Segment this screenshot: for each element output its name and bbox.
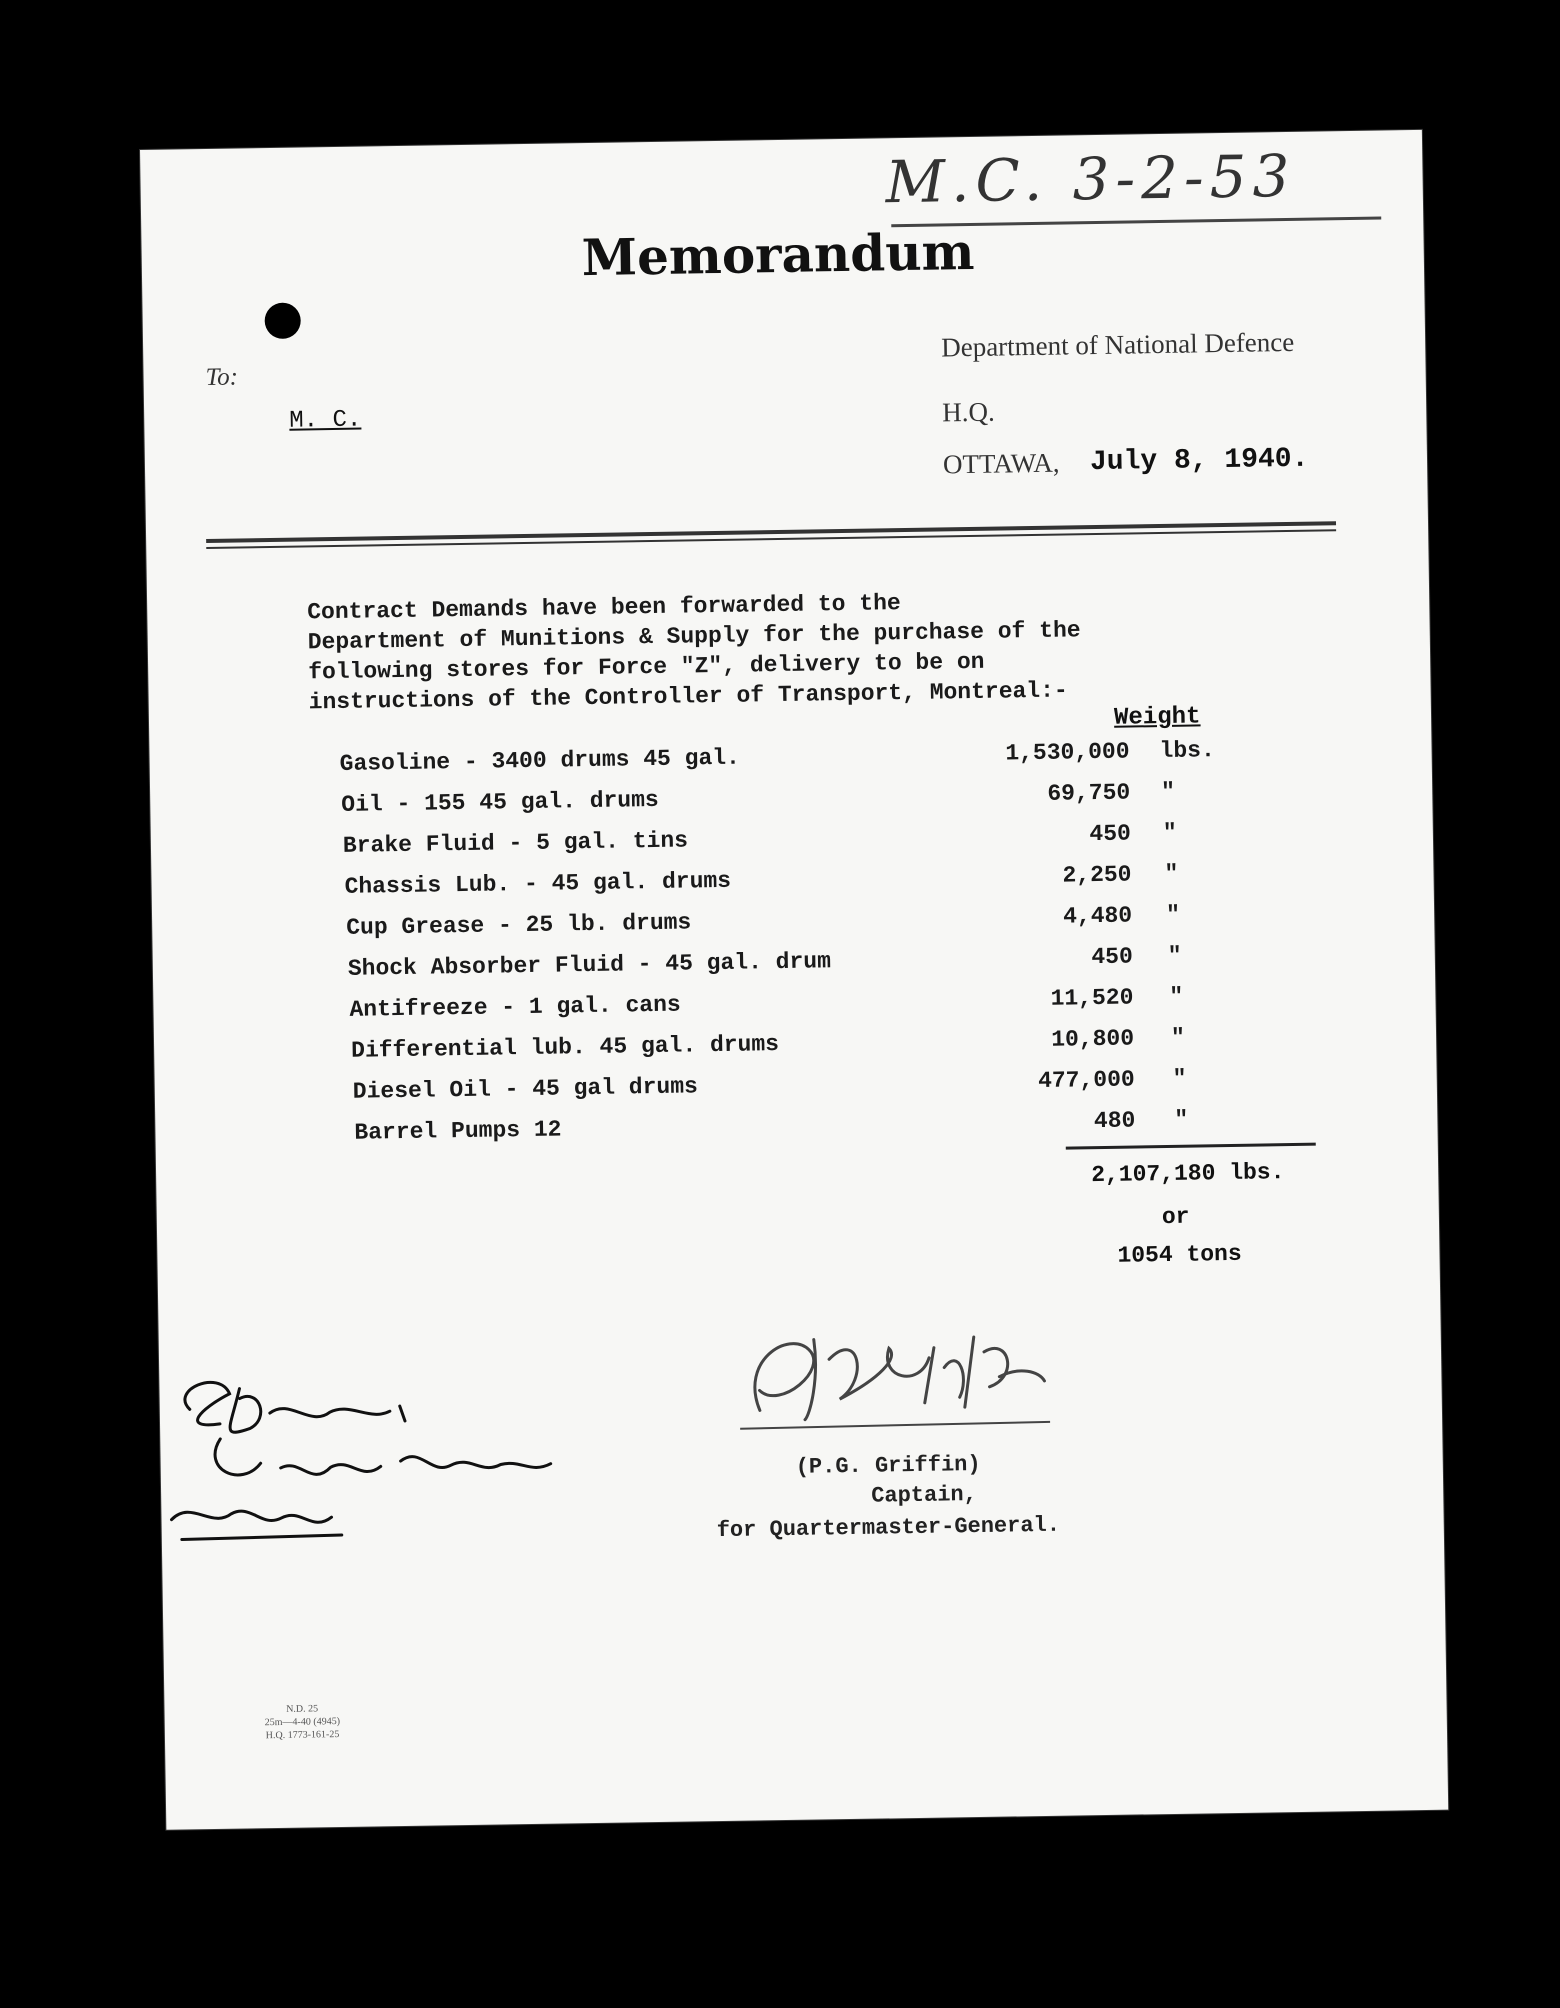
- store-item-weight: 450: [1091, 943, 1133, 971]
- store-item-weight: 477,000: [1037, 1066, 1135, 1095]
- store-item-weight: 480: [1093, 1107, 1136, 1135]
- store-item-weight: 69,750: [1047, 779, 1131, 807]
- file-number-handwritten: M.C. 3-2-53: [885, 141, 1296, 217]
- footer-line: H.Q. 1773-161-25: [265, 1729, 340, 1742]
- store-item-unit: ": [1165, 901, 1181, 928]
- store-item-weight: 10,800: [1051, 1025, 1135, 1053]
- store-item-unit: ": [1174, 1106, 1189, 1133]
- store-item-unit: ": [1172, 1065, 1187, 1092]
- store-item-unit: ": [1164, 860, 1179, 887]
- store-item-name: Brake Fluid - 5 gal. tins: [342, 827, 689, 859]
- footer-line: N.D. 25: [286, 1703, 319, 1715]
- store-item-name: Chassis Lub. - 45 gal. drums: [344, 867, 732, 900]
- store-item-name: Shock Absorber Fluid - 45 gal. drum: [347, 948, 832, 982]
- store-item-name: Cup Grease - 25 lb. drums: [346, 909, 692, 941]
- memo-sheet: [140, 130, 1448, 1830]
- city-label: OTTAWA,: [942, 447, 1060, 480]
- punch-hole: [264, 302, 301, 339]
- hq-label: H.Q.: [941, 396, 995, 428]
- memo-title: Memorandum: [581, 221, 975, 288]
- form-footer: [264, 1702, 340, 1742]
- store-item-unit: ": [1162, 819, 1177, 847]
- department-name: Department of National Defence: [940, 326, 1295, 363]
- store-item-name: Antifreeze - 1 gal. cans: [349, 991, 681, 1023]
- store-item-weight: 11,520: [1050, 984, 1134, 1012]
- weight-column-header: Weight: [1113, 703, 1201, 732]
- or-label: or: [1161, 1203, 1190, 1231]
- stores-list: [339, 736, 1295, 1161]
- store-item-unit: lbs.: [1159, 737, 1215, 765]
- store-item-weight: 450: [1089, 820, 1132, 848]
- store-item-unit: ": [1161, 778, 1176, 806]
- memo-date: July 8, 1940.: [1089, 443, 1309, 479]
- store-item-name: Gasoline - 3400 drums 45 gal.: [339, 744, 741, 777]
- store-item-unit: ": [1169, 983, 1184, 1010]
- store-item-weight: 2,250: [1062, 861, 1132, 889]
- store-item-unit: ": [1167, 942, 1182, 969]
- handwritten-margin-note: [159, 1362, 642, 1570]
- recipient: M. C.: [289, 406, 362, 435]
- signatory-rank: Captain,: [871, 1482, 978, 1509]
- total-tons: 1054 tons: [1117, 1240, 1242, 1269]
- total-weight: 2,107,180 lbs.: [1091, 1159, 1285, 1189]
- signatory-on-behalf: for Quartermaster-General.: [716, 1512, 1061, 1544]
- store-item-unit: ": [1170, 1024, 1186, 1051]
- store-item-name: Differential lub. 45 gal. drums: [350, 1031, 780, 1064]
- footer-line: 25m—4-40 (4945): [264, 1716, 341, 1729]
- store-item-name: Barrel Pumps 12: [354, 1116, 562, 1146]
- store-item-name: Oil - 155 45 gal. drums: [341, 786, 659, 818]
- store-item-weight: 4,480: [1062, 902, 1133, 930]
- to-label: To:: [205, 363, 239, 391]
- signatory-name: (P.G. Griffin): [795, 1451, 981, 1480]
- memo-body: Contract Demands have been forwarded to the Department of Munitions & Supply for the purchase of the following stores for Force "Z", delivery to be on instructions of the Controller of Transport, Montreal:-: [307, 590, 1081, 716]
- store-item-weight: 1,530,000: [1005, 738, 1130, 767]
- store-item-name: Diesel Oil - 45 gal drums: [352, 1073, 699, 1105]
- griffin-signature: [718, 1316, 1060, 1451]
